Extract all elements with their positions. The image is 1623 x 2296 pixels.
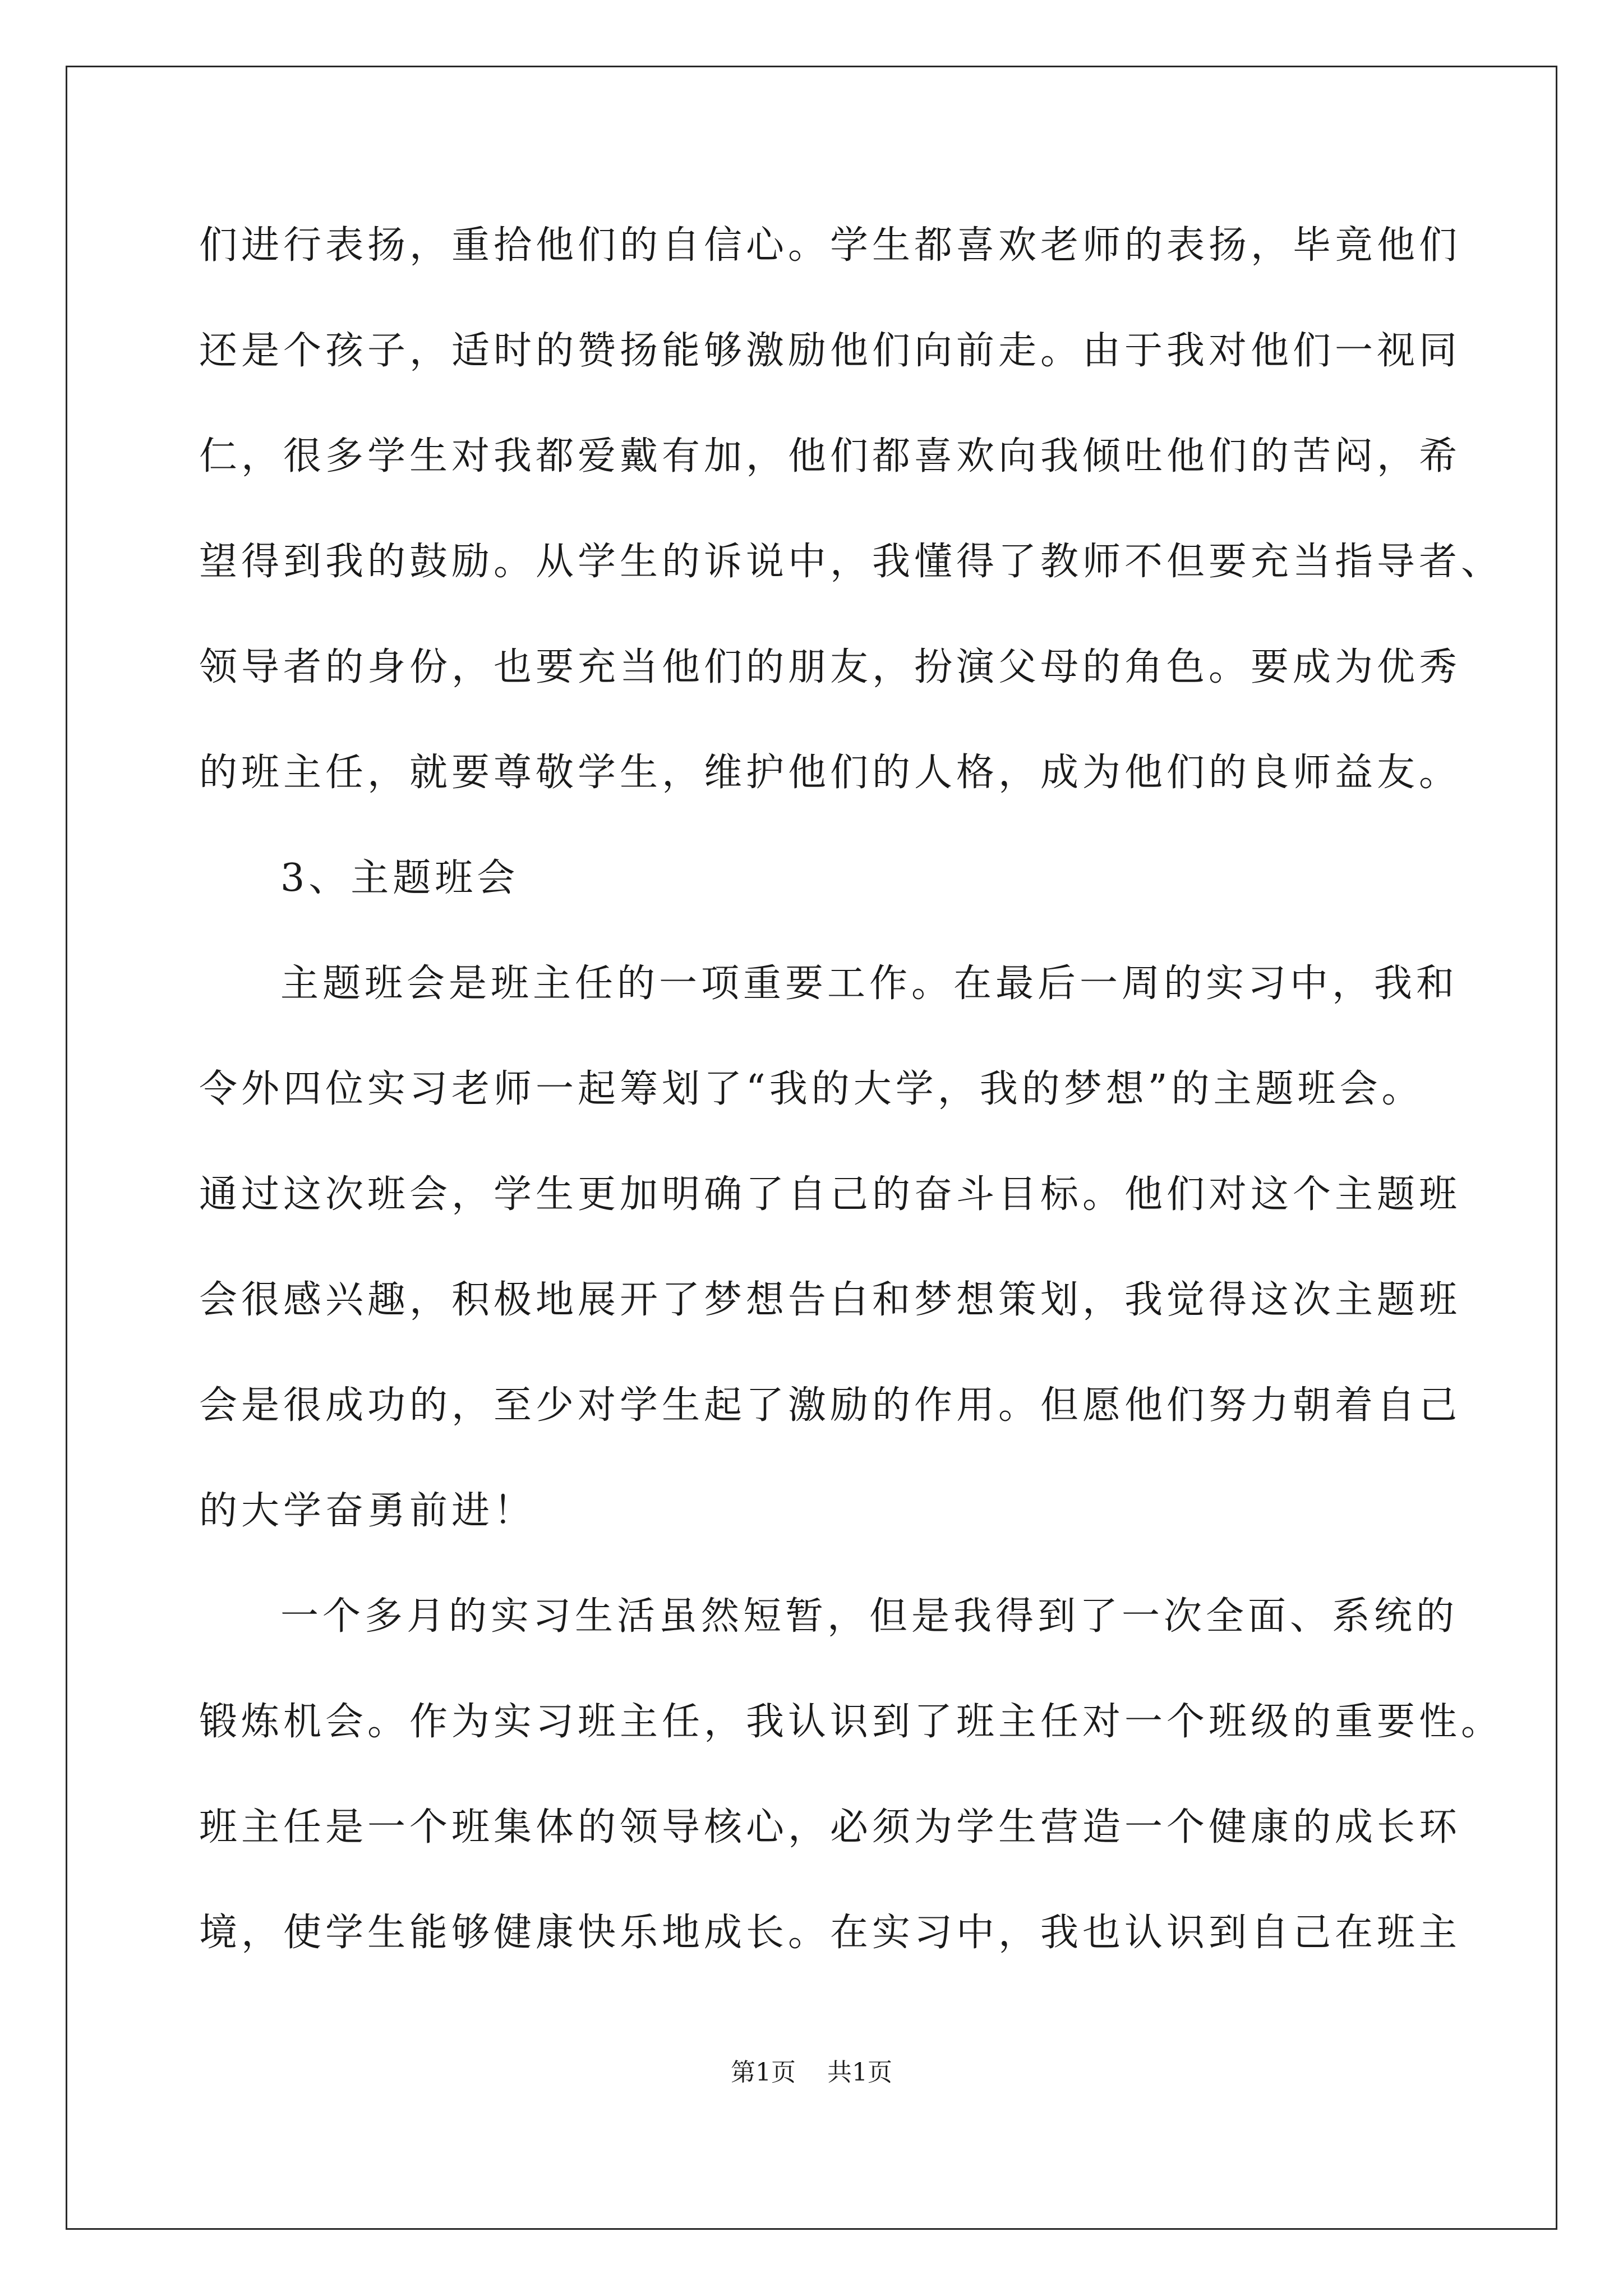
paragraph-line: 仁，很多学生对我都爱戴有加，他们都喜欢向我倾吐他们的苦闷，希 — [199, 434, 1461, 478]
document-body — [199, 215, 1504, 2008]
page-footer — [0, 2056, 1623, 2090]
paragraph-line: 望得到我的鼓励。从学生的诉说中，我懂得了教师不但要充当指导者、 — [199, 540, 1504, 584]
paragraph-line: 领导者的身份，也要充当他们的朋友，扮演父母的角色。要成为优秀 — [199, 645, 1461, 689]
paragraph-line: 一个多月的实习生活虽然短暂，但是我得到了一次全面、系统的 — [280, 1594, 1459, 1639]
page-total: 共1页 — [827, 2058, 892, 2087]
paragraph-line: 锻炼机会。作为实习班主任，我认识到了班主任对一个班级的重要性。 — [199, 1700, 1504, 1744]
paragraph-line: 境，使学生能够健康快乐地成长。在实习中，我也认识到自己在班主 — [199, 1911, 1461, 1955]
paragraph-line: 们进行表扬，重拾他们的自信心。学生都喜欢老师的表扬，毕竟他们 — [199, 223, 1461, 268]
paragraph-line: 班主任是一个班集体的领导核心，必须为学生营造一个健康的成长环 — [199, 1805, 1461, 1849]
paragraph-line: 通过这次班会，学生更加明确了自己的奋斗目标。他们对这个主题班 — [199, 1172, 1461, 1217]
section-heading: 3、主题班会 — [280, 856, 519, 900]
paragraph-line: 会是很成功的，至少对学生起了激励的作用。但愿他们努力朝着自己 — [199, 1383, 1461, 1428]
paragraph-line: 的大学奋勇前进！ — [199, 1489, 536, 1533]
page-number: 第1页 — [731, 2058, 796, 2087]
paragraph-line: 令外四位实习老师一起筹划了“我的大学，我的梦想”的主题班会。 — [199, 1067, 1424, 1111]
paragraph-line: 的班主任，就要尊敬学生，维护他们的人格，成为他们的良师益友。 — [199, 751, 1461, 795]
paragraph-line: 还是个孩子，适时的赞扬能够激励他们向前走。由于我对他们一视同 — [199, 329, 1461, 373]
paragraph-line: 主题班会是班主任的一项重要工作。在最后一周的实习中，我和 — [280, 961, 1459, 1006]
paragraph-line: 会很感兴趣，积极地展开了梦想告白和梦想策划，我觉得这次主题班 — [199, 1278, 1461, 1322]
